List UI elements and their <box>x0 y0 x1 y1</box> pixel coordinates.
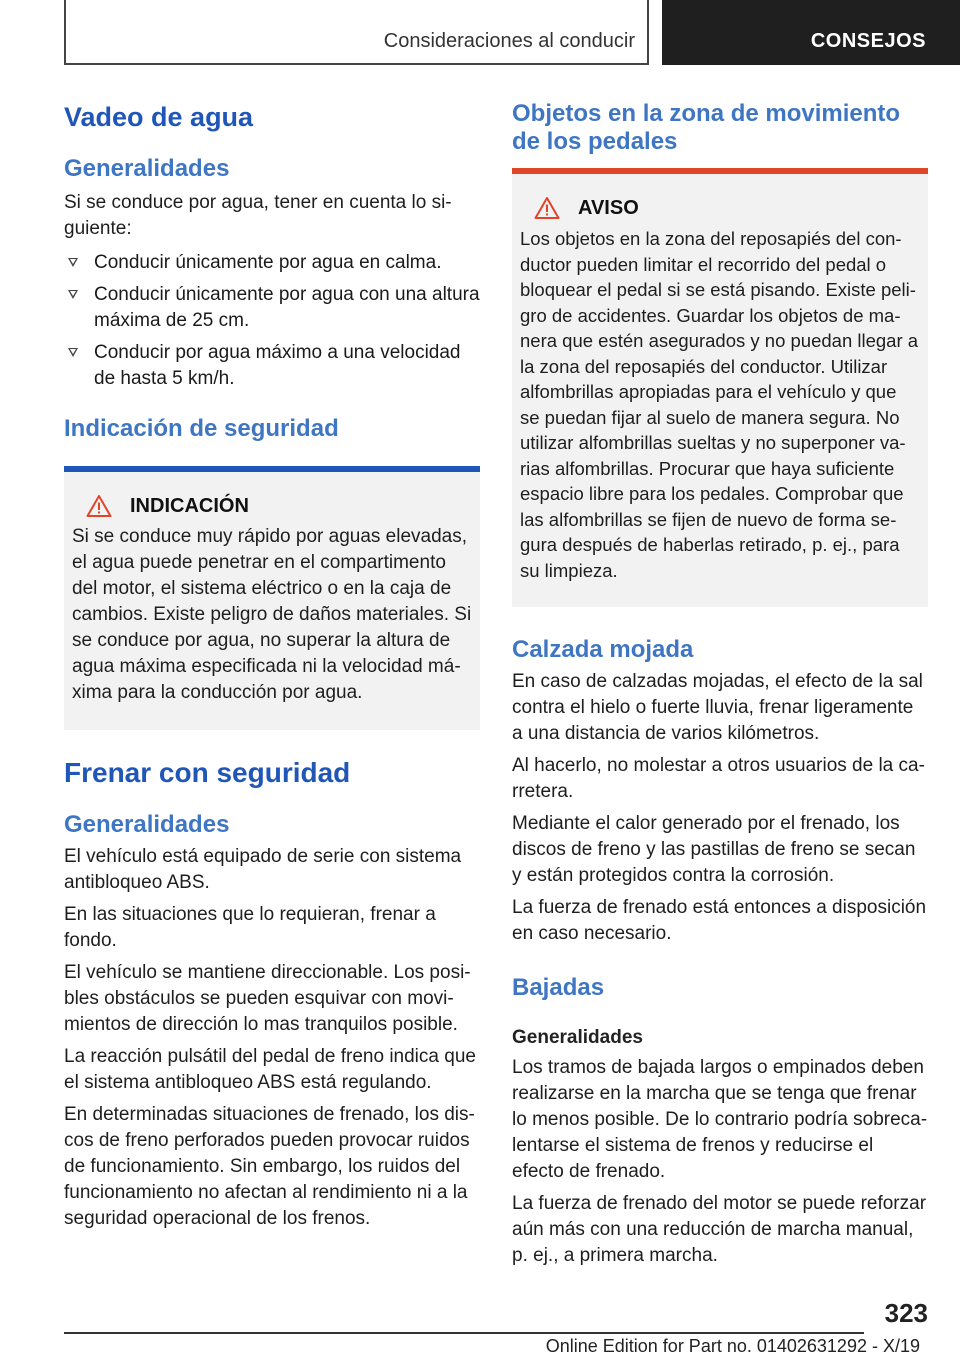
heading-frenar: Frenar con seguridad <box>64 757 351 788</box>
paragraph: En caso de calzadas mojadas, el efecto de la sal contra el hielo o fuerte lluvia, frenar ligeramente a una distancia de varios kilómetros. <box>512 671 923 744</box>
list-item: Conducir únicamente por agua con una altura máxima de 25 cm. <box>64 282 480 334</box>
section-title: CONSEJOS <box>810 30 926 52</box>
heading-bajadas: Bajadas <box>512 974 605 1001</box>
paragraph: Los tramos de bajada largos o empinados deben realizarse en la marcha que se tenga que frenar lo menos posible. De lo contrario podría sobreca- lentarse el sistema de frenos y reducirse el efecto de frenado. <box>512 1057 928 1182</box>
paragraph: El vehículo está equipado de serie con sistema antibloqueo ABS. <box>64 846 462 893</box>
warning-label: AVISO <box>578 196 639 219</box>
left-column <box>64 100 480 1232</box>
triangle-bullet-icon <box>68 348 78 357</box>
paragraph: La reacción pulsátil del pedal de freno indica que el sistema antibloqueo ABS está regulando. <box>64 1046 476 1093</box>
notice-label: INDICACIÓN <box>130 494 249 517</box>
warning-triangle-icon <box>86 494 112 518</box>
paragraph: En las situaciones que lo requieran, frenar a fondo. <box>64 904 436 951</box>
warning-text: Los objetos en la zona del reposapiés del con- ductor pueden limitar el recorrido del pedal o bloquear el pedal si se está pisando. Existe peli- gro de accidentes. Guardar los objetos de ma- nera que estén asegurados y no puedan llegar a la zona del reposapiés del conductor. Utilizar alfombrillas apropiadas para el vehículo y que se puedan fijar al suelo de manera segura. No utilizar alfombrillas sueltas y no superponer va- rias alfombrillas. Procurar que haya suficiente espacio libre para los pedales. Comprobar que las alfombrillas se fijen de nuevo de forma se- gura después de haberlas retirado, p. ej., para su limpieza. <box>520 228 919 581</box>
paragraph: El vehículo se mantiene direccionable. Los posi- bles obstáculos se pueden esquivar con movi- mientos de dirección lo mas tranquilos posible. <box>64 962 471 1035</box>
subheading-generalidades: Generalidades <box>512 1027 643 1048</box>
heading-generalidades: Generalidades <box>64 811 230 838</box>
heading-indicacion: Indicación de seguridad <box>64 415 339 442</box>
bullet-list <box>64 250 480 392</box>
warning-triangle-icon <box>534 196 560 220</box>
warning-box <box>512 168 928 607</box>
page-number: 323 <box>884 1298 928 1328</box>
triangle-bullet-icon <box>68 258 78 267</box>
paragraph: Al hacerlo, no molestar a otros usuarios de la ca- rretera. <box>512 755 925 802</box>
edition-note: Online Edition for Part no. 01402631292 - X/19 <box>545 1336 920 1356</box>
header-section-tab <box>662 0 960 65</box>
chapter-title: Consideraciones al conducir <box>383 30 635 52</box>
list-item: Conducir por agua máximo a una velocidad de hasta 5 km/h. <box>64 340 480 392</box>
paragraph: La fuerza de frenado está entonces a disposición en caso necesario. <box>512 897 927 944</box>
right-column <box>512 100 928 1269</box>
heading-vadeo: Vadeo de agua <box>64 102 254 132</box>
paragraph: En determinadas situaciones de frenado, los dis- cos de freno perforados pueden provocar ruidos de funcionamiento. Sin embargo, los ruidos del funcionamiento no afectan al rendimiento ni a la seguridad operacional de los frenos. <box>64 1104 475 1229</box>
paragraph: Mediante el calor generado por el frenado, los discos de freno y las pastillas de freno se secan y están protegidos contra la corrosión. <box>512 813 916 886</box>
notice-box <box>64 466 480 730</box>
heading-calzada: Calzada mojada <box>512 636 694 663</box>
footer-divider <box>64 1332 864 1334</box>
paragraph: La fuerza de frenado del motor se puede reforzar aún más con una reducción de marcha manual, p. ej., a primera marcha. <box>512 1193 927 1266</box>
header-chapter-box <box>64 0 649 65</box>
list-item: Conducir únicamente por agua en calma. <box>64 250 480 276</box>
heading-objetos: Objetos en la zona de movimiento de los pedales <box>512 100 901 155</box>
notice-text: Si se conduce muy rápido por aguas elevadas, el agua puede penetrar en el compartimento del motor, el sistema eléctrico o en la caja de cambios. Existe peligro de daños materiales. Si se conduce por agua, no superar la altura de agua máxima especificada ni la velocidad má- xima para la conducción por agua. <box>72 526 472 703</box>
warning-header <box>520 196 920 220</box>
heading-generalidades: Generalidades <box>64 155 230 182</box>
paragraph: Si se conduce por agua, tener en cuenta lo si- guiente: <box>64 192 452 239</box>
triangle-bullet-icon <box>68 290 78 299</box>
notice-header <box>72 494 472 518</box>
